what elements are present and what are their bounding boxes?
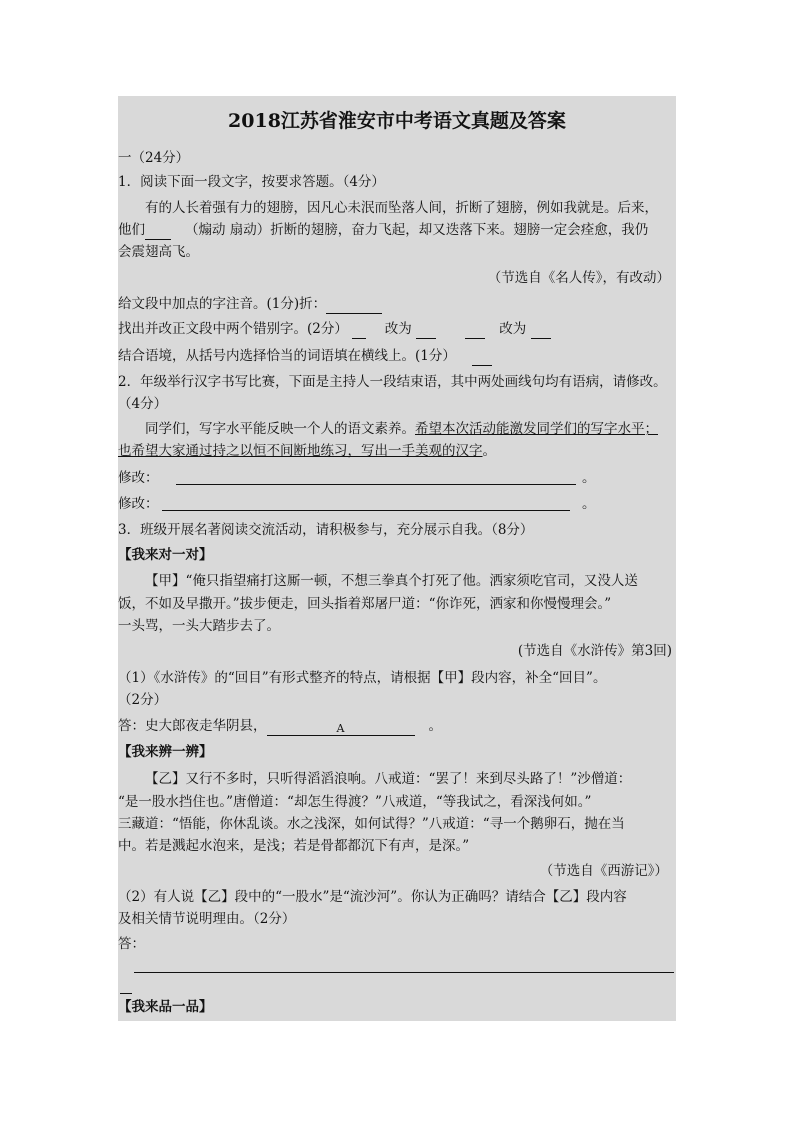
passage-jia-source: (节选自《水浒传》第3回) — [517, 643, 672, 659]
q2-fix-2 — [118, 494, 676, 514]
fix-label: 修改： — [118, 496, 159, 512]
q2-underlined-sentence: 希望本次活动能激发同学们的写字水平； — [415, 421, 658, 437]
fix-label: 修改： — [118, 470, 159, 486]
passage-yi-line: 三藏道：“悟能，你休乱谈。水之浅深，如何试得？”八戒道：“寻一个鹅卵石，抛在当 — [118, 816, 625, 832]
q2-paragraph-line — [118, 441, 676, 461]
q1-paragraph-line: 会震翅高飞。 — [118, 244, 199, 260]
correct-char-blank[interactable] — [416, 324, 436, 339]
q1-source: （节选自《名人传》，有改动） — [487, 270, 670, 286]
q1-stem: 1．阅读下面一段文字，按要求答题。（4分） — [118, 174, 385, 190]
answer-line-tail — [120, 993, 132, 994]
page-title: 2018江苏省淮安市中考语文真题及答案 — [228, 110, 566, 132]
wrong-char-blank[interactable] — [352, 324, 366, 339]
passage-yi-source: （节选自《西游记》） — [539, 863, 668, 879]
q1-text: （煽动 扇动）折断的翅膀，奋力飞起，却又迭落下来。翅膀一定会痊愈，我仍 — [185, 222, 649, 238]
period: 。 — [428, 718, 442, 734]
q3-answer1 — [118, 716, 676, 736]
fix-answer-line[interactable] — [162, 510, 570, 511]
q1-paragraph-line: 有的人长着强有力的翅膀，因凡心未泯而坠落人间，折断了翅膀，例如我就是。后来， — [145, 200, 658, 216]
q3-heading: 【我来品一品】 — [118, 999, 213, 1015]
q1-sub1 — [118, 294, 676, 314]
wrong-char-blank[interactable] — [465, 324, 485, 339]
fix-answer-line[interactable] — [176, 484, 576, 485]
q2-underlined-sentence: 也希望大家通过持之以恒不间断地练习，写出一手美观的汉字 — [118, 443, 483, 459]
q1-paragraph-line — [118, 220, 676, 240]
q1-sub2-text: 找出并改正文段中两个错别字。(2分） — [118, 321, 348, 337]
passage-jia-line: 饭，不如及早撒开。”拔步便走，回头指着郑屠尸道：“你诈死，洒家和你慢慢理会。” — [118, 596, 612, 612]
correct-char-blank[interactable] — [531, 324, 551, 339]
period: 。 — [582, 496, 596, 512]
answer-line[interactable] — [134, 972, 674, 973]
q2-fix-1 — [118, 468, 676, 488]
q2-stem: （4分） — [118, 396, 168, 412]
q3-answer2: 答： — [118, 936, 145, 952]
q2-text: 。 — [482, 443, 496, 459]
word-choice-blank[interactable] — [145, 225, 171, 240]
q2-text: 同学们，写字水平能反映一个人的语文素养。 — [145, 421, 415, 437]
q3-sub2: （2）有人说【乙】段中的“一股水”是“流沙河”。你认为正确吗？请结合【乙】段内容 — [118, 889, 627, 905]
passage-jia-line: 【甲】“俺只指望痛打这厮一顿，不想三拳真个打死了他。洒家须吃官司，又没人送 — [145, 573, 638, 589]
q1-sub1-text: 给文段中加点的字注音。(1分)折： — [118, 296, 327, 312]
q1-sub2 — [118, 319, 676, 339]
passage-yi-line: 【乙】又行不多时，只听得滔滔浪响。八戒道：“罢了！来到尽头路了！”沙僧道： — [145, 771, 632, 787]
section-heading: 一（24分） — [118, 150, 190, 166]
q1-sub3 — [118, 346, 676, 366]
word-select-blank[interactable] — [472, 351, 492, 366]
pinyin-blank[interactable] — [326, 299, 382, 314]
q3-sub1: （2分） — [118, 692, 168, 708]
q3-sub1: （1）《水浒传》的“回目”有形式整齐的特点，请根据【甲】段内容，补全“回目”。 — [118, 670, 607, 686]
q3-sub2: 及相关情节说明理由。（2分） — [118, 911, 296, 927]
q2-stem: 2．年级举行汉字书写比赛，下面是主持人一段结束语，其中两处画线句均有语病，请修改。 — [118, 374, 667, 390]
passage-jia-line: 一头骂，一头大踏步去了。 — [118, 618, 280, 634]
document-page — [118, 96, 676, 1021]
q1-sub3-text: 结合语境，从括号内选择恰当的词语填在横线上。(1分） — [118, 348, 456, 364]
passage-yi-line: 中。若是溅起水泡来，是浅；若是骨都都沉下有声，是深。” — [118, 838, 470, 854]
q3-heading: 【我来对一对】 — [118, 547, 213, 563]
passage-yi-line: “是一股水挡住也。”唐僧道：“却怎生得渡？”八戒道，“等我试之，看深浅何如。” — [118, 794, 592, 810]
q3-heading: 【我来辨一辨】 — [118, 744, 213, 760]
q1-text: 他们 — [118, 222, 145, 238]
huimu-answer-blank[interactable]: A — [267, 721, 415, 736]
answer-text: 答：史大郎夜走华阴县， — [118, 718, 267, 734]
period: 。 — [582, 470, 596, 486]
q3-stem: 3．班级开展名著阅读交流活动，请积极参与，充分展示自我。（8分） — [118, 522, 534, 538]
change-to-label: 改为 — [499, 321, 527, 337]
q2-paragraph-line — [118, 419, 676, 439]
change-to-label: 改为 — [384, 321, 412, 337]
